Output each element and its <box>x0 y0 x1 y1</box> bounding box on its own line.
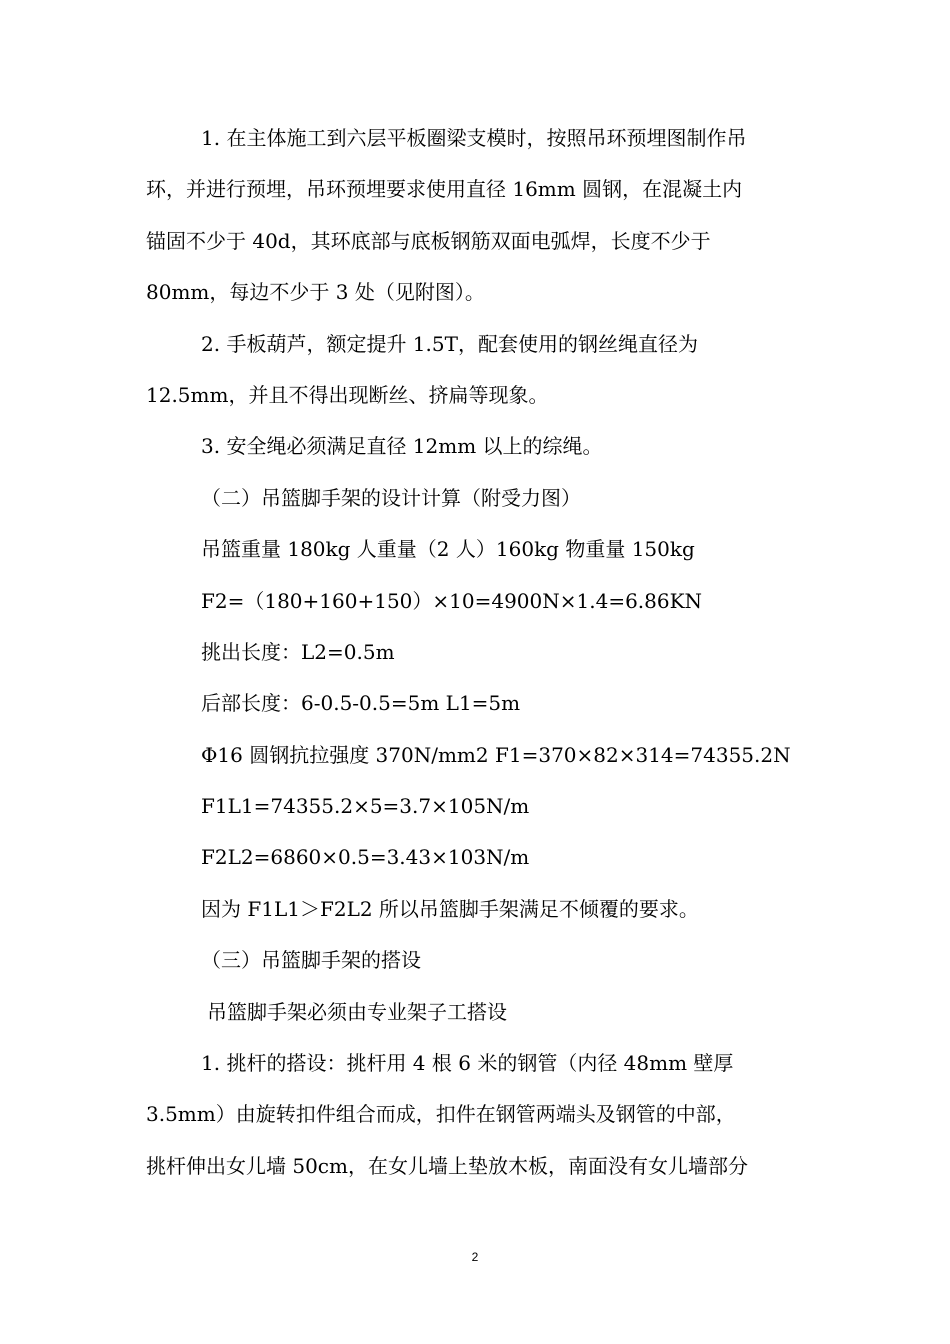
formula-f1l1: F1L1=74355.2×5=3.7×105N/m <box>201 794 530 818</box>
tensile-strength: Φ16 圆钢抗拉强度 370N/mm2 F1=370×82×314=74355.2N <box>201 743 791 767</box>
section-heading-3: （三）吊篮脚手架的搭设 <box>201 948 421 972</box>
paragraph-4-line-3: 挑杆伸出女儿墙 50cm，在女儿墙上垫放木板，南面没有女儿墙部分 <box>146 1154 748 1178</box>
formula-f2: F2=（180+160+150）×10=4900N×1.4=6.86KN <box>201 589 703 613</box>
overhang-length: 挑出长度：L2=0.5m <box>201 640 395 664</box>
paragraph-1-line-3: 锚固不少于 40d，其环底部与底板钢筋双面电弧焊，长度不少于 <box>146 229 711 253</box>
paragraph-1-line-2: 环，并进行预埋，吊环预埋要求使用直径 16mm 圆钢，在混凝土内 <box>146 177 743 201</box>
paragraph-4-line-2: 3.5mm）由旋转扣件组合而成，扣件在钢管两端头及钢管的中部， <box>146 1102 736 1126</box>
paragraph-3: 3. 安全绳必须满足直径 12mm 以上的综绳。 <box>201 434 603 458</box>
weight-line: 吊篮重量 180kg 人重量（2 人）160kg 物重量 150kg <box>201 537 695 561</box>
paragraph-1-line-4: 80mm，每边不少于 3 处（见附图）。 <box>146 280 485 304</box>
paragraph-1-line-1: 1. 在主体施工到六层平板圈梁支模时，按照吊环预埋图制作吊 <box>201 126 747 150</box>
formula-f2l2: F2L2=6860×0.5=3.43×103N/m <box>201 845 530 869</box>
conclusion-line: 因为 F1L1＞F2L2 所以吊篮脚手架满足不倾覆的要求。 <box>201 897 699 921</box>
paragraph-4-line-1: 1. 挑杆的搭设：挑杆用 4 根 6 米的钢管（内径 48mm 壁厚 <box>201 1051 734 1075</box>
section-heading-2: （二）吊篮脚手架的设计计算（附受力图） <box>201 486 581 510</box>
paragraph-2-line-1: 2. 手板葫芦，额定提升 1.5T，配套使用的钢丝绳直径为 <box>201 332 698 356</box>
setup-requirement: 吊篮脚手架必须由专业架子工搭设 <box>207 1000 507 1024</box>
page-number: 2 <box>471 1250 479 1264</box>
paragraph-2-line-2: 12.5mm，并且不得出现断丝、挤扁等现象。 <box>146 383 549 407</box>
rear-length: 后部长度：6-0.5-0.5=5m L1=5m <box>201 691 521 715</box>
